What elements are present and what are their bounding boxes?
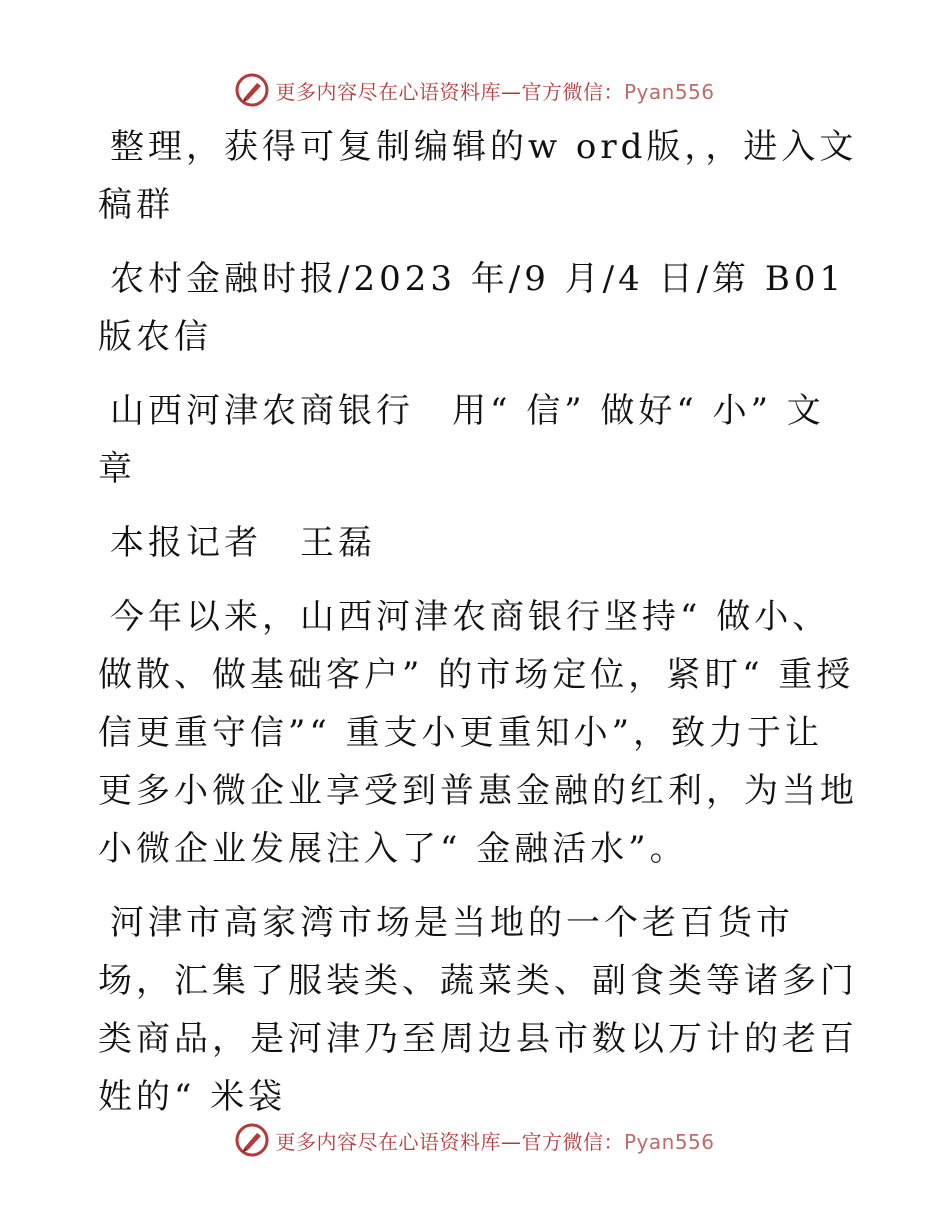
banner-contact: Pyan556 [623,1129,715,1154]
body-paragraph-2: 河津市高家湾市场是当地的一个老百货市场，汇集了服装类、蔬菜类、副食类等诸多门类商品，是河津乃至周边县市数以万计的老百姓的“ 米袋 [98,903,858,1117]
footer-banner [0,1120,950,1160]
doc-note-paragraph: 整理，获得可复制编辑的w ord版，，进入文稿群 [98,127,858,225]
header-banner [0,70,950,110]
banner-contact: Pyan556 [623,79,715,104]
source-line: 农村金融时报/2023 年/9 月/4 日/第 B01 版农信 [98,259,846,357]
reporter-line: 本报记者 王磊 [110,523,376,563]
pen-logo-icon [235,1123,269,1157]
header-banner-text [275,76,714,105]
document-body [98,118,858,1142]
banner-label: 更多内容尽在心语资料库—官方微信： [275,1129,624,1154]
footer-banner-text [275,1126,714,1155]
banner-label: 更多内容尽在心语资料库—官方微信： [275,79,624,104]
pen-logo-icon [235,73,269,107]
article-title: 山西河津农商银行 用“ 信” 做好“ 小” 文章 [98,391,825,489]
body-paragraph-1: 今年以来，山西河津农商银行坚持“ 做小、做散、做基础客户” 的市场定位，紧盯“ 重授信更重守信”“ 重支小更重知小”，致力于让更多小微企业享受到普惠金融的红利，为当地小微企业发展注入了“ 金融活水”。 [98,597,858,869]
